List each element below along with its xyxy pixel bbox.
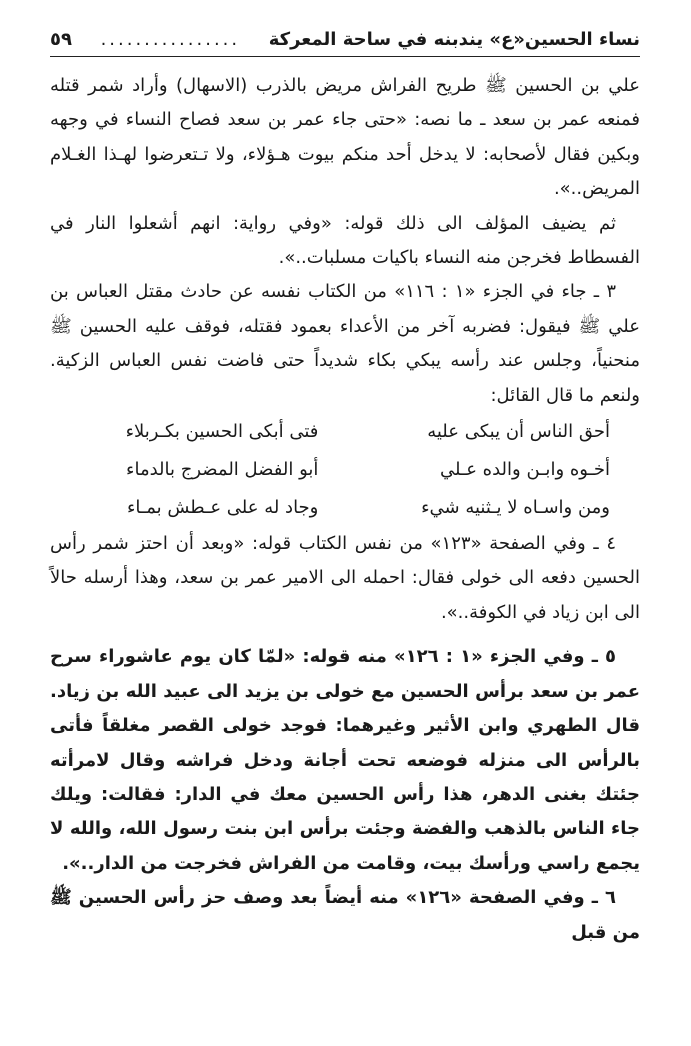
leader-dots: ................ xyxy=(100,29,241,50)
header-rule xyxy=(50,56,640,57)
paragraph-ali-ibn-husayn: علي بن الحسين ﷺ طريح الفراش مريض بالذرب (الاسهال) وأراد شمر قتله فمنعه عمر بن سعد ـ ما نصه: «حتى جاء عمر بن سعد فصاح النساء في وجهه وبكين فقال لأصحابه: لا يدخل أحد منكم بيوت هـؤلاء، ولا تـتعرضوا لهـذا الغـلام المريض..». xyxy=(50,75,640,200)
paragraph-tent-fire: ثم يضيف المؤلف الى ذلك قوله: «وفي رواية: انهم أشعلوا النار في الفسطاط فخرجن منه النساء باكيات مسلبات..». xyxy=(50,212,640,269)
paragraph-gap xyxy=(50,630,640,640)
paragraph-shimr-head: ٤ ـ وفي الصفحة «١٢٣» من نفس الكتاب قوله: «وبعد أن احتز شمر رأس الحسين دفعه الى خولى فقال: احمله الى الامير عمر بن سعد، وهذا أرسله حالاً الى ابن زياد في الكوفة..». xyxy=(50,533,640,623)
verse-second-hemistich: وجاد له على عـطش بمـاء xyxy=(126,497,319,519)
poem xyxy=(50,413,640,527)
running-header xyxy=(50,24,640,56)
paragraph-ashura: ٥ ـ وفي الجزء «١ : ١٢٦» منه قوله: «لمّا كان يوم عاشوراء سرح عمر بن سعد برأس الحسين مع خولى بن يزيد الى عبيد الله بن زياد. قال الطهري وابن الأثير وغيرهما: فوجد خولى القصر مغلقاً فأتى بالرأس الى منزله فوضعه تحت أجانة ودخل فراشه وقال لامرأته جئتك بغنى الدهر، هذا رأس الحسين معك في الدار: فقالت: ويلك جاء الناس بالذهب والفضة وجئت برأس ابن بنت رسول الله، والله لا يجمع راسي ورأسك بيت، وقامت من الفراش فخرجت من الدار..». xyxy=(50,646,640,874)
chapter-title: نساء الحسين«ع» يندبنه في ساحة المعركة xyxy=(268,29,640,50)
poem-verse xyxy=(70,451,610,489)
verse-first-hemistich: أحق الناس أن يبكى عليه xyxy=(427,421,610,443)
verse-first-hemistich: ومن واسـاه لا يـثنيه شيء xyxy=(421,497,610,519)
poem-verse xyxy=(70,489,610,527)
verse-second-hemistich: فتى أبكى الحسين بكـربلاء xyxy=(125,421,319,443)
verse-second-hemistich: أبو الفضل المضرج بالدماء xyxy=(126,459,319,481)
page-number: ٥٩ xyxy=(50,29,72,50)
paragraph-abbas: ٣ ـ جاء في الجزء «١ : ١١٦» من الكتاب نفسه عن حادث مقتل العباس بن علي ﷺ فيقول: فضربه آخر من الأعداء بعمود فقتله، فوقف عليه الحسين ﷺ منحنياً، وجلس عند رأسه يبكي بكاء شديداً حتى فاضت نفس العباس الزكية. ولنعم ما قال القائل: xyxy=(50,281,640,406)
verse-first-hemistich: أخـوه وابـن والده عـلي xyxy=(439,459,610,481)
poem-verse xyxy=(70,413,610,451)
paragraph-page-126: ٦ ـ وفي الصفحة «١٢٦» منه أيضاً بعد وصف حز رأس الحسين ﷺ من قبل xyxy=(50,887,640,943)
book-page xyxy=(50,24,640,950)
